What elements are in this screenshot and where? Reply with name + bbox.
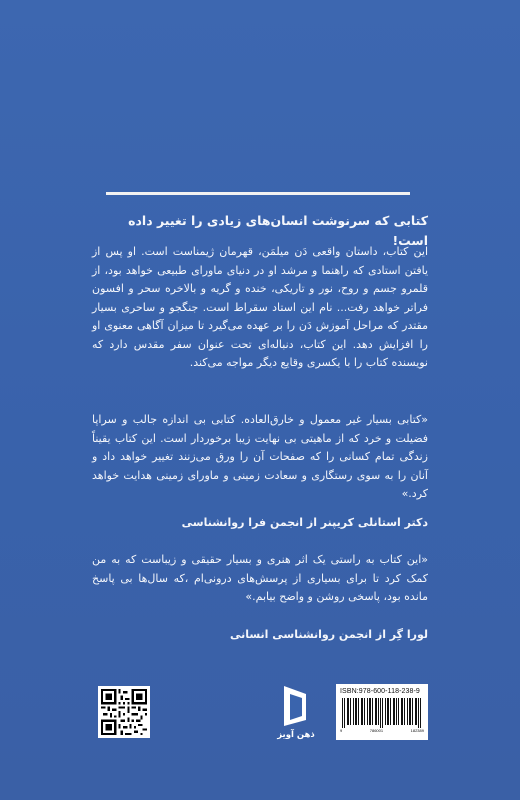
qr-code-icon bbox=[101, 689, 147, 735]
review-quote-2: «این کتاب به راستی یک اثر هنری و بسیار حقیقی و زیباست که به من کمک کرد تا برای بسیاری از پرسش‌های درونی‌ام ،که سال‌ها بی پاسخ مانده بود، پاسخی روشن و واضح بیابم.» bbox=[92, 553, 428, 603]
publisher-mark-icon bbox=[276, 680, 316, 730]
review-attribution-1: دکتر استانلی کریپنر از انجمن فرا روانشناسی bbox=[181, 516, 428, 529]
publisher-logo bbox=[276, 680, 316, 744]
divider-line bbox=[106, 192, 410, 195]
qr-code bbox=[98, 686, 150, 738]
barcode-icon bbox=[340, 698, 424, 728]
review-attribution-2: لورا گِر از انجمن روانشناسی انسانی bbox=[229, 628, 428, 641]
barcode-digit-prefix: 9 bbox=[340, 728, 343, 733]
publisher-name: ذهن آویز bbox=[277, 730, 315, 740]
barcode-digits-left: 786001 bbox=[369, 728, 384, 733]
barcode-digits bbox=[340, 728, 424, 733]
headline: کتابی که سرنوشت انسان‌های زیادی را تغییر داده است! bbox=[128, 213, 428, 248]
isbn-number: ISBN:978-600-118-238-9 bbox=[340, 688, 420, 695]
isbn-barcode bbox=[336, 684, 428, 740]
barcode-digits-right: 182389 bbox=[410, 728, 424, 733]
review-quote-1: «کتابی بسیار غیر معمول و خارق‌العاده. کتابی بی اندازه جالب و سراپا فضیلت و خرد که از ماهیتی بی نهایت زیبا برخوردار است. این کتاب یقیناً زندگی تمام کسانی را که صفحات آن را ورق می‌زنند تغییر خواهد داد و آنان را به سوی رستگاری و سعادت زمینی و ماورای زمینی هدایت خواهد کرد.» bbox=[92, 413, 428, 500]
description-paragraph: این کتاب، داستان واقعی دَن میلمَن، قهرمان ژیمناست است. او پس از یافتن استادی که راهنما و مرشد او در دنیای ماورای طبیعی خواهد بود، از قلمرو جسم و روح، نور و تاریکی، خنده و گریه و بالاخره سحر و افسون فراتر خواهد رفت... نام این استاد سقراط است. جنگجو و ساحری بسیار مقتدر که مراحل آموزش دَن را بر عهده می‌گیرد تا میزان آگاهی معنوی او را افزایش دهد. این کتاب، دنباله‌ای تحت عنوان سفر مقدس دارد که نویسنده کتاب را با یکسری وقایع دیگر مواجه می‌کند. bbox=[92, 245, 428, 369]
